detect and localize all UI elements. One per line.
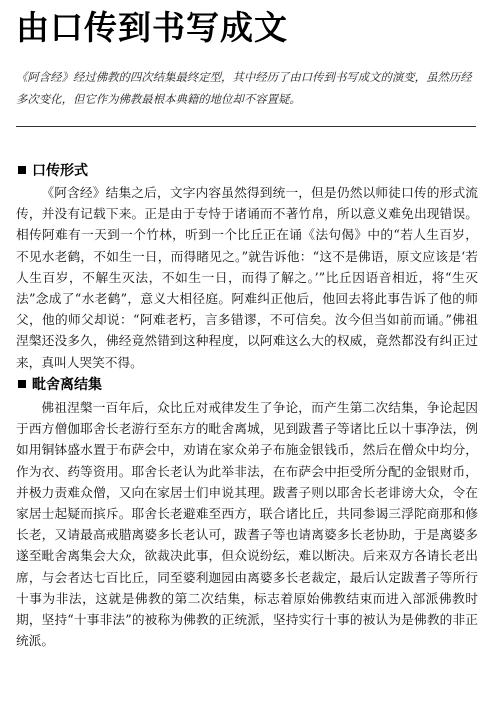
section-heading-vaishali <box>18 375 102 395</box>
section-heading-text: 口传形式 <box>32 163 88 179</box>
divider-line <box>16 126 476 127</box>
section-body-vaishali: 佛祖涅槃一百年后，众比丘对戒律发生了争论，而产生第二次结集，争论起因于西方僧伽耶舍长老游行至东方的毗舍离城，见到跋耆子等诸比丘以十事净法，例如用铜钵盛水置于布萨会中，劝请在家众弟子布施金银钱币，然后在僧众中均分，作为衣、药等资用。耶舍长老认为此举非法，在布萨会中拒受所分配的金银财币，并极力责难众僧，又向在家居士们申说其理。跋耆子则以耶舍长老诽谤大众，令在家居士起疑而摈斥。耶舍长老避难至西方，联合诸比丘，共同参谒三浮陀商那和修长老，又请最高戒腊离婆多长老认可，跋耆子等也请离婆多长老协助，于是离婆多遂至毗舍离集会大众，欲裁决此事，但众说纷纭，难以断决。后来双方各请长老出席，与会者达七百比丘，同至婆利迦园由离婆多长老裁定，最后认定跋耆子等所行十事为非法，这就是佛教的第二次结集，标志着原始佛教结束而进入部派佛教时期，坚持“十事非法”的被称为佛教的正统派，坚持实行十事的被认为是佛教的非正统派。 <box>16 400 478 649</box>
square-bullet-icon <box>18 166 26 174</box>
section-heading-text: 毗舍离结集 <box>32 377 102 393</box>
page-title: 由口传到书写成文 <box>16 8 288 47</box>
square-bullet-icon <box>18 380 26 388</box>
section-heading-oral <box>18 161 88 181</box>
intro-paragraph: 《阿含经》经过佛教的四次结集最终定型，其中经历了由口传到书写成文的演变，虽然历经多次变化，但它作为佛教最根本典籍的地位却不容置疑。 <box>16 70 472 106</box>
section-body-oral: 《阿含经》结集之后，文字内容虽然得到统一，但是仍然以师徒口传的形式流传，并没有记载下来。正是由于专恃于诸诵而不著竹帛，所以意义难免出现错误。相传阿难有一天到一个竹林，听到一个比丘正在诵《法句偈》中的“若人生百岁，不见水老鹤，不如生一日，而得睹见之。”就告诉他：“这不是佛语，原文应该是‘若人生百岁，不解生灭法，不如生一日，而得了解之。’”比丘因语音相近，将“生灭法”念成了“水老鹤”，意义大相径庭。阿难纠正他后，他回去将此事告诉了他的师父，他的师父却说：“阿难老朽，言多错谬，不可信矣。汝今但当如前而诵。”佛祖涅槃还没多久，佛经竟然错到这种程度，以阿难这么大的权威，竟然都没有纠正过来，真叫人哭笑不得。 <box>16 185 478 370</box>
